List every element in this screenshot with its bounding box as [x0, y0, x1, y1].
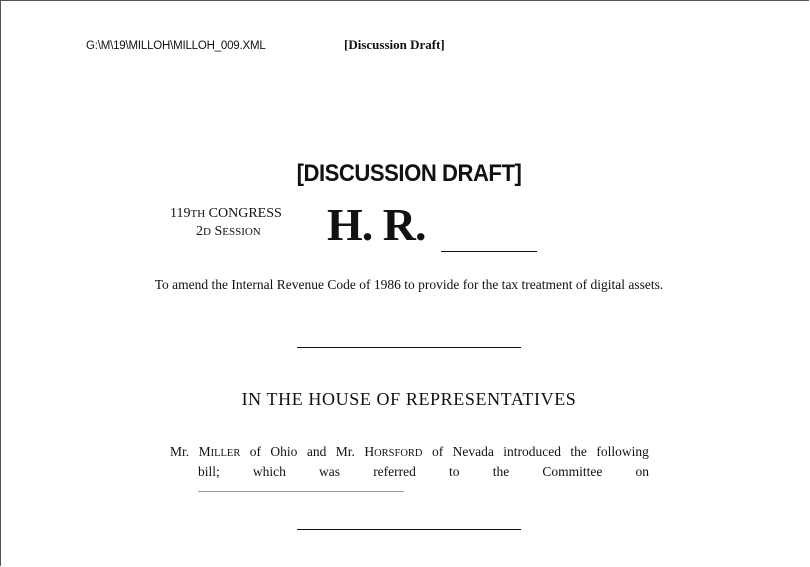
- bill-purpose: To amend the Internal Revenue Code of 1986 to provide for the tax treatment of digital assets.: [154, 277, 664, 292]
- intro-word: Committee: [542, 464, 603, 479]
- divider-rule: [297, 347, 521, 348]
- congress-session-block: [170, 205, 282, 241]
- committee-name-blank: [198, 491, 404, 492]
- bill-number-label: H. R.: [327, 199, 426, 250]
- session-word: SESSION: [214, 224, 261, 239]
- intro-word: the: [492, 464, 510, 479]
- session-number: 2: [196, 224, 203, 239]
- intro-word: Nevada: [452, 444, 494, 459]
- header-draft-label: [Discussion Draft]: [344, 37, 445, 52]
- intro-word: which: [252, 464, 286, 479]
- congress-number-suffix: TH: [190, 208, 206, 220]
- intro-word: following: [596, 444, 649, 459]
- intro-word: to: [449, 464, 460, 479]
- session-number-suffix: D: [203, 226, 211, 238]
- session-line: [170, 223, 282, 241]
- bill-number-blank: [441, 251, 537, 252]
- congress-number: 119: [170, 206, 191, 221]
- introduction-line-1: [170, 443, 649, 463]
- intro-word: Mr.: [170, 444, 190, 459]
- introduction-paragraph: [170, 443, 649, 481]
- intro-word: Ohio: [270, 444, 298, 459]
- chamber-heading: IN THE HOUSE OF REPRESENTATIVES: [241, 389, 577, 409]
- intro-word: the: [570, 444, 587, 459]
- intro-word: HORSFORD: [364, 444, 423, 459]
- document-header: [86, 37, 445, 53]
- intro-word: of: [249, 444, 261, 459]
- intro-word: Mr.: [335, 444, 355, 459]
- file-path: G:\M\19\MILLOH\MILLOH_009.XML: [86, 40, 266, 52]
- introduction-line-2: [170, 463, 649, 481]
- intro-word: MILLER: [198, 444, 241, 459]
- intro-word: introduced: [503, 444, 561, 459]
- congress-line: [170, 205, 282, 223]
- intro-word: and: [306, 444, 327, 459]
- intro-word: was: [319, 464, 341, 479]
- intro-word: of: [431, 444, 444, 459]
- intro-word: referred: [373, 464, 416, 479]
- intro-word: on: [635, 464, 649, 479]
- divider-rule: [297, 529, 521, 530]
- discussion-draft-title: [DISCUSSION DRAFT]: [296, 160, 522, 187]
- congress-word: CONGRESS: [208, 206, 282, 221]
- intro-word: bill;: [198, 464, 220, 479]
